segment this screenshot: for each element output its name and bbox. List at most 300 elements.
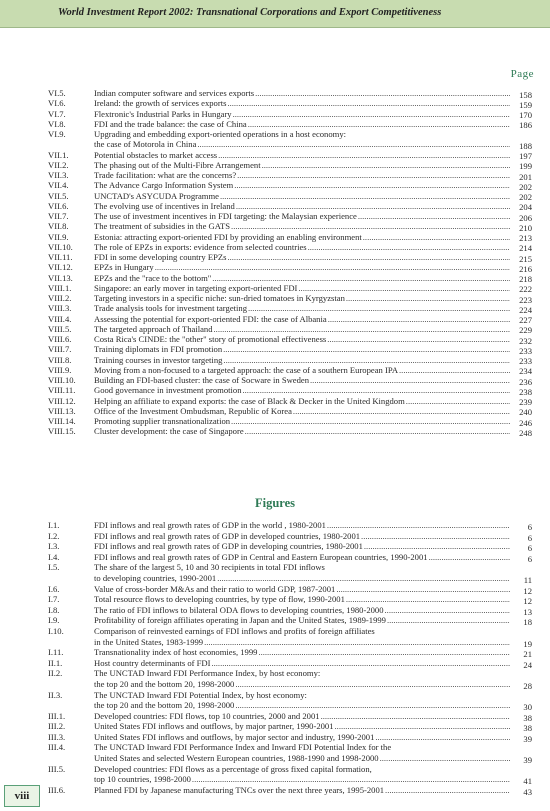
entry-number: VIII.3. (48, 303, 72, 314)
entry-title (94, 553, 532, 564)
entry-title-text: Building an FDI-based cluster: the case of Socware in Sweden (94, 376, 310, 385)
entry-title-line (94, 627, 510, 638)
entry-page-number: 18 (523, 617, 532, 628)
dot-leader (384, 786, 510, 797)
entry-title-line (94, 253, 510, 263)
entry-page-number: 236 (519, 376, 532, 387)
dot-leader (234, 701, 510, 712)
entry-title (94, 110, 532, 120)
entry-page-number: 216 (519, 263, 532, 274)
page-number: viii (4, 785, 40, 807)
entry-title (94, 722, 532, 733)
entry-title-text: FDI and the trade balance: the case of China (94, 119, 247, 129)
entry-title-line (94, 345, 510, 355)
entry-title-line (94, 743, 510, 754)
entry-title (94, 345, 532, 355)
entry-title-text: Value of cross-border M&As and their ratio to world GDP, 1987-2001 (94, 584, 336, 594)
toc-entry (48, 712, 532, 723)
entry-title-text: Total resource flows to developing countries, by type of flow, 1990-2001 (94, 595, 345, 605)
toc-entry (48, 407, 532, 417)
entry-title (94, 595, 532, 606)
toc-entry (48, 89, 532, 99)
entry-number: I.5. (48, 562, 60, 573)
entry-title-text: FDI inflows and real growth rates of GDP in the world , 1980-2001 (94, 521, 326, 530)
entry-number: I.1. (48, 520, 60, 530)
entry-title-line (94, 680, 510, 691)
entry-title-text: The targeted approach of Thailand (94, 324, 213, 334)
entry-page-number: 238 (519, 386, 532, 397)
entry-title-text: Comparison of reinvested earnings of FDI inflows and profits of foreign affiliates (94, 626, 375, 636)
toc-entry (48, 733, 532, 744)
entry-number: I.8. (48, 604, 60, 615)
entry-title-line (94, 659, 510, 670)
entry-number: III.4. (48, 742, 66, 753)
entry-title-line (94, 775, 510, 786)
entry-number: VI.7. (48, 108, 66, 119)
entry-title-text: to developing countries, 1990-2001 (94, 573, 217, 583)
entry-title-text: FDI inflows and real growth rates of GDP in Central and Eastern European countries, 1990-2001 (94, 552, 428, 562)
entry-page-number: 6 (527, 553, 532, 564)
entry-title-text: United States FDI inflows and outflows, by major sector and industry, 1990-2001 (94, 732, 375, 742)
entry-number: VIII.11. (48, 385, 76, 396)
entry-title-text: The use of investment incentives in FDI targeting: the Malaysian experience (94, 212, 357, 221)
dot-leader (226, 253, 510, 263)
entry-page-number: 204 (519, 202, 532, 213)
entry-number: VII.4. (48, 180, 69, 191)
entry-number: VIII.5. (48, 323, 72, 334)
entry-number: I.7. (48, 594, 60, 605)
entry-title-line (94, 733, 510, 744)
entry-number: II.1. (48, 657, 63, 668)
dot-leader (320, 712, 510, 723)
toc-entry (48, 563, 532, 584)
toc-entry (48, 691, 532, 712)
entry-title-text: the top 20 and the bottom 20, 1998-2000 (94, 701, 235, 711)
dot-leader (334, 722, 510, 733)
entry-number: I.10. (48, 625, 64, 636)
entry-title-line (94, 274, 510, 284)
toc-entry (48, 130, 532, 151)
entry-title-line (94, 585, 510, 596)
toc-entry (48, 743, 532, 764)
toc-entry (48, 253, 532, 263)
entry-title-text: The treatment of subsidies in the GATS (94, 222, 231, 232)
entry-title-line (94, 202, 510, 212)
entry-title-line (94, 427, 510, 437)
entry-title-text: Cluster development: the case of Singapore (94, 427, 244, 437)
dot-leader (384, 606, 510, 617)
toc-entry (48, 335, 532, 345)
entry-title-line (94, 140, 510, 150)
dot-leader (242, 386, 511, 396)
entry-number: III.5. (48, 763, 66, 774)
toc-entry (48, 376, 532, 386)
entry-title-line (94, 701, 510, 712)
entry-number: VIII.9. (48, 364, 72, 375)
entry-number: I.6. (48, 583, 60, 594)
entry-number: VIII.2. (48, 293, 72, 303)
entry-title (94, 120, 532, 130)
entry-number: VIII.10. (48, 375, 76, 385)
entry-title-line (94, 233, 510, 243)
entry-title-text: Moving from a non-focused to a targeted approach: the case of a southern European IPA (94, 365, 399, 375)
entry-title (94, 376, 532, 386)
entry-title-text: FDI inflows and real growth rates of GDP in developing countries, 1980-2001 (94, 542, 363, 552)
entry-title-line (94, 521, 510, 532)
entry-number: VIII.7. (48, 344, 72, 355)
entry-title (94, 253, 532, 263)
entry-page-number: 215 (519, 253, 532, 264)
entry-title-text: EPZs and the "race to the bottom" (94, 273, 212, 283)
toc-entry (48, 585, 532, 596)
toc-entry (48, 669, 532, 690)
figures-list (48, 521, 532, 796)
entry-title-line (94, 606, 510, 617)
dot-leader (247, 304, 510, 314)
entry-title (94, 563, 532, 584)
entry-title-text: FDI inflows and real growth rates of GDP in developed countries, 1980-2001 (94, 531, 361, 541)
entry-title (94, 263, 532, 273)
dot-leader (222, 356, 510, 366)
toc-entry (48, 627, 532, 648)
entry-number: VIII.4. (48, 313, 72, 324)
entry-title-text: Helping an affiliate to expand exports: the case of Black & Decker in the United Kingdom (94, 396, 405, 406)
entry-title-text: Host country determinants of FDI (94, 658, 211, 668)
entry-page-number: 233 (519, 345, 532, 356)
entry-title-line (94, 417, 510, 427)
entry-page-number: 213 (519, 233, 532, 244)
entry-title (94, 284, 532, 294)
entry-title (94, 325, 532, 335)
entry-title (94, 616, 532, 627)
toc-entry (48, 181, 532, 191)
entry-title (94, 233, 532, 243)
dot-leader (247, 120, 510, 130)
entry-title-line (94, 89, 510, 99)
entry-title (94, 222, 532, 232)
entry-page-number: 38 (523, 712, 532, 723)
toc-entry (48, 99, 532, 109)
entry-number: I.11. (48, 647, 64, 658)
entry-title-text: The UNCTAD Inward FDI Performance Index and Inward FDI Potential Index for the (94, 743, 392, 753)
entry-number: VI.5. (48, 88, 66, 98)
entry-title-text: The Advance Cargo Information System (94, 181, 234, 191)
entry-title-line (94, 325, 510, 335)
entry-title (94, 366, 532, 376)
entry-page-number: 158 (519, 89, 532, 100)
entry-number: VII.7. (48, 211, 69, 221)
dot-leader (213, 325, 510, 335)
entry-page-number: 224 (519, 304, 532, 315)
entry-number: VIII.13. (48, 405, 76, 416)
entry-title-line (94, 366, 510, 376)
entry-page-number: 214 (519, 243, 532, 254)
entry-title-text: Trade facilitation: what are the concerns? (94, 171, 237, 180)
dot-leader (244, 427, 510, 437)
entry-title-line (94, 284, 510, 294)
dot-leader (257, 648, 510, 659)
entry-title-text: the case of Motorola in China (94, 140, 197, 150)
entry-title-text: in the United States, 1983-1999 (94, 637, 204, 647)
dot-leader (235, 202, 510, 212)
entry-title (94, 212, 532, 222)
entry-title (94, 427, 532, 437)
page-column-label: Page (510, 68, 534, 80)
toc-entry (48, 284, 532, 294)
dot-leader (219, 192, 510, 202)
toc-entry (48, 110, 532, 120)
dot-leader (327, 315, 510, 325)
dot-leader (360, 532, 510, 543)
toc-entry (48, 274, 532, 284)
entry-title (94, 417, 532, 427)
entry-number: VI.9. (48, 129, 66, 139)
toc-entry (48, 263, 532, 273)
entry-title-line (94, 171, 510, 181)
entry-page-number: 229 (519, 325, 532, 336)
entry-page-number: 223 (519, 294, 532, 305)
entry-title-text: Flextronic's Industrial Parks in Hungary (94, 109, 232, 119)
entry-page-number: 197 (519, 151, 532, 162)
entry-page-number: 202 (519, 181, 532, 192)
entry-title-line (94, 722, 510, 733)
entry-title (94, 151, 532, 161)
entry-title-text: Planned FDI by Japanese manufacturing TNCs over the next three years, 1995-2001 (94, 785, 385, 795)
entry-title (94, 521, 532, 532)
entry-title-line (94, 638, 510, 649)
entry-title-text: Estonia: attracting export-oriented FDI by providing an enabling environment (94, 232, 362, 242)
entry-number: III.1. (48, 710, 66, 721)
header-title: World Investment Report 2002: Transnational Corporations and Export Competitiveness (58, 7, 442, 18)
entry-page-number: 13 (523, 606, 532, 617)
entry-title-text: The evolving use of incentives in Ireland (94, 201, 235, 211)
entry-page-number: 170 (519, 110, 532, 121)
entry-number: VIII.14. (48, 416, 76, 426)
dot-leader (297, 284, 510, 294)
dot-leader (254, 89, 510, 99)
dot-leader (405, 397, 510, 407)
entry-title-line (94, 315, 510, 325)
entry-title-text: Ireland: the growth of services exports (94, 99, 227, 109)
entry-page-number: 248 (519, 427, 532, 438)
dot-leader (226, 99, 510, 109)
entry-title-line (94, 563, 510, 574)
entry-title-text: The share of the largest 5, 10 and 30 recipients in total FDI inflows (94, 563, 325, 573)
entry-title-line (94, 294, 510, 304)
entry-title (94, 712, 532, 723)
entry-number: VI.8. (48, 118, 66, 129)
entry-title (94, 542, 532, 553)
toc-entry (48, 233, 532, 243)
toc-entry (48, 595, 532, 606)
entry-title-text: The ratio of FDI inflows to bilateral ODA flows to developing countries, 1980-2000 (94, 605, 384, 615)
entry-page-number: 240 (519, 407, 532, 418)
dot-leader (335, 585, 510, 596)
entry-title (94, 397, 532, 407)
entry-title (94, 627, 532, 648)
toc-entry (48, 120, 532, 130)
entry-title (94, 733, 532, 744)
entry-title (94, 315, 532, 325)
entry-number: VII.3. (48, 170, 69, 180)
entry-page-number: 246 (519, 417, 532, 428)
toc-entry (48, 345, 532, 355)
dot-leader (326, 521, 510, 532)
toc-entry (48, 222, 532, 232)
entry-page-number: 188 (519, 140, 532, 151)
entry-number: VIII.12. (48, 395, 76, 406)
toc-entry (48, 553, 532, 564)
entry-title-text: Developed countries: FDI flows, top 10 countries, 2000 and 2001 (94, 711, 320, 721)
entry-title (94, 243, 532, 253)
dot-leader (222, 345, 510, 355)
entry-page-number: 30 (523, 702, 532, 713)
dot-leader (230, 222, 510, 232)
toc-entry (48, 786, 532, 797)
dot-leader (216, 574, 510, 585)
toc-entry (48, 171, 532, 181)
toc-entry (48, 427, 532, 437)
entry-title-line (94, 304, 510, 314)
dot-leader (217, 151, 510, 161)
dot-leader (234, 680, 510, 691)
dot-leader (232, 110, 510, 120)
entry-title (94, 786, 532, 797)
entry-number: I.9. (48, 615, 60, 626)
entry-page-number: 24 (523, 659, 532, 670)
entry-title-line (94, 222, 510, 232)
running-header (0, 0, 550, 28)
entry-page-number: 19 (523, 638, 532, 649)
dot-leader (363, 542, 510, 553)
entry-title-line (94, 532, 510, 543)
figures-heading: Figures (254, 496, 296, 510)
entry-title-text: Assessing the potential for export-oriented FDI: the case of Albania (94, 314, 327, 324)
entry-title-line (94, 648, 510, 659)
toc-entry (48, 356, 532, 366)
toc-entry (48, 161, 532, 171)
entry-page-number: 206 (519, 212, 532, 223)
dot-leader (191, 775, 510, 786)
toc-entry (48, 212, 532, 222)
toc-entry (48, 243, 532, 253)
entry-title (94, 335, 532, 345)
toc-entry (48, 606, 532, 617)
entry-title-text: Training courses in investor targeting (94, 355, 223, 365)
toc-entry (48, 366, 532, 376)
entry-number: VII.6. (48, 200, 69, 211)
dot-leader (203, 638, 510, 649)
entry-title-text: Trade analysis tools for investment targeting (94, 304, 247, 314)
entry-title-text: UNCTAD's ASYCUDA Programme (94, 191, 219, 201)
toc-entry (48, 532, 532, 543)
entry-title (94, 89, 532, 99)
entry-title-line (94, 574, 510, 585)
dot-leader (428, 553, 510, 564)
entry-page-number: 210 (519, 222, 532, 233)
toc-entry (48, 315, 532, 325)
entry-title-line (94, 407, 510, 417)
toc-entry (48, 294, 532, 304)
entry-title (94, 161, 532, 171)
entry-title-line (94, 130, 510, 140)
entry-number: II.3. (48, 689, 63, 700)
entry-page-number: 222 (519, 284, 532, 295)
dot-leader (374, 733, 510, 744)
entry-page-number: 159 (519, 99, 532, 110)
entry-title-line (94, 243, 510, 253)
entry-number: I.4. (48, 551, 60, 562)
entry-title-text: Targeting investors in a specific niche: sun-dried tomatoes in Kyrgyzstan (94, 294, 345, 303)
entry-page-number: 28 (523, 680, 532, 691)
entry-title (94, 130, 532, 151)
entry-page-number: 38 (523, 723, 532, 734)
entry-number: VIII.6. (48, 334, 72, 344)
entry-number: III.2. (48, 721, 66, 732)
entry-page-number: 234 (519, 366, 532, 377)
dot-leader (233, 181, 510, 191)
entry-title-line (94, 110, 510, 120)
entry-page-number: 239 (519, 397, 532, 408)
entry-title-text: Office of the Investment Ombudsman, Republic of Korea (94, 406, 292, 416)
entry-title-text: United States FDI inflows and outflows, by major partner, 1990-2001 (94, 722, 334, 732)
entry-title (94, 532, 532, 543)
entry-title-line (94, 263, 510, 273)
toc-entry (48, 202, 532, 212)
entry-title-line (94, 712, 510, 723)
toc-entry (48, 325, 532, 335)
entry-title-line (94, 376, 510, 386)
toc-entry (48, 417, 532, 427)
dot-leader (362, 233, 510, 243)
toc-entry (48, 386, 532, 396)
toc-entry (48, 765, 532, 786)
dot-leader (307, 243, 510, 253)
entry-title (94, 407, 532, 417)
entry-title (94, 585, 532, 596)
entry-title-text: Indian computer software and services exports (94, 89, 255, 98)
entry-title-text: top 10 countries, 1998-2000 (94, 775, 191, 785)
toc-entry (48, 304, 532, 314)
entry-title-text: Upgrading and embedding export-oriented operations in a host economy: (94, 130, 347, 139)
toc-entry (48, 151, 532, 161)
entry-page-number: 218 (519, 274, 532, 285)
entry-page-number: 199 (519, 161, 532, 172)
entry-number: VII.8. (48, 221, 69, 232)
entry-title-line (94, 212, 510, 222)
boxes-list (48, 89, 532, 438)
entry-title (94, 386, 532, 396)
entry-number: VII.2. (48, 159, 69, 170)
entry-title-line (94, 120, 510, 130)
entry-title-line (94, 356, 510, 366)
entry-page-number: 39 (523, 755, 532, 766)
entry-title-line (94, 754, 510, 765)
entry-page-number: 43 (523, 786, 532, 797)
dot-leader (386, 616, 510, 627)
entry-number: VI.6. (48, 98, 66, 109)
entry-page-number: 233 (519, 356, 532, 367)
entry-page-number: 12 (523, 596, 532, 607)
entry-title (94, 669, 532, 690)
entry-title (94, 606, 532, 617)
entry-title-line (94, 669, 510, 680)
entry-page-number: 227 (519, 315, 532, 326)
entry-title (94, 202, 532, 212)
entry-title (94, 274, 532, 284)
dot-leader (345, 294, 510, 304)
entry-title-text: EPZs in Hungary (94, 263, 154, 273)
